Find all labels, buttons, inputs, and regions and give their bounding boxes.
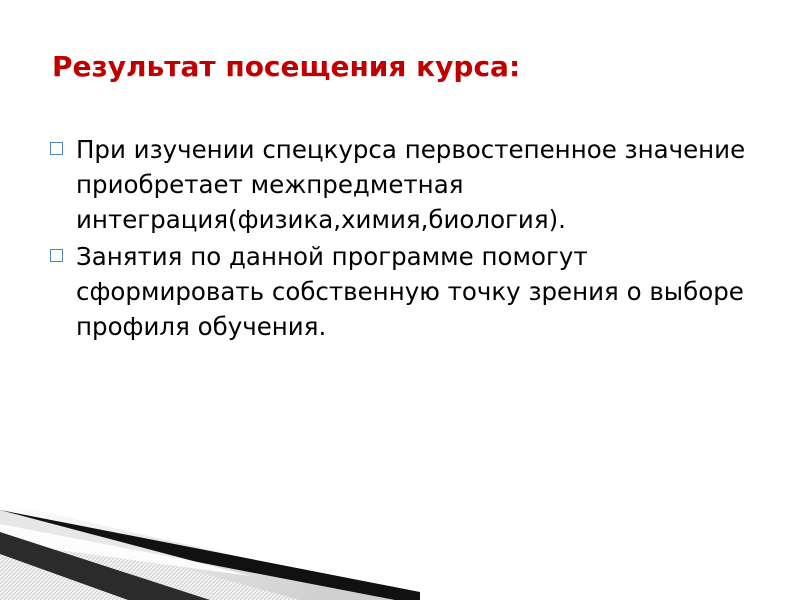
bullet-list [50,132,755,346]
list-item [50,239,755,344]
list-item [50,132,755,237]
list-item-text: Занятия по данной программе помогут сформировать собственную точку зрения о выборе профиля обучения. [76,242,744,341]
page-title: Результат посещения курса: [52,50,521,83]
corner-decoration [0,480,420,600]
list-item-text: При изучении спецкурса первостепенное значение приобретает межпредметная интеграция(физика,химия,биология). [76,135,746,234]
bullet-box-icon [50,132,76,155]
bullet-box-icon [50,239,76,262]
